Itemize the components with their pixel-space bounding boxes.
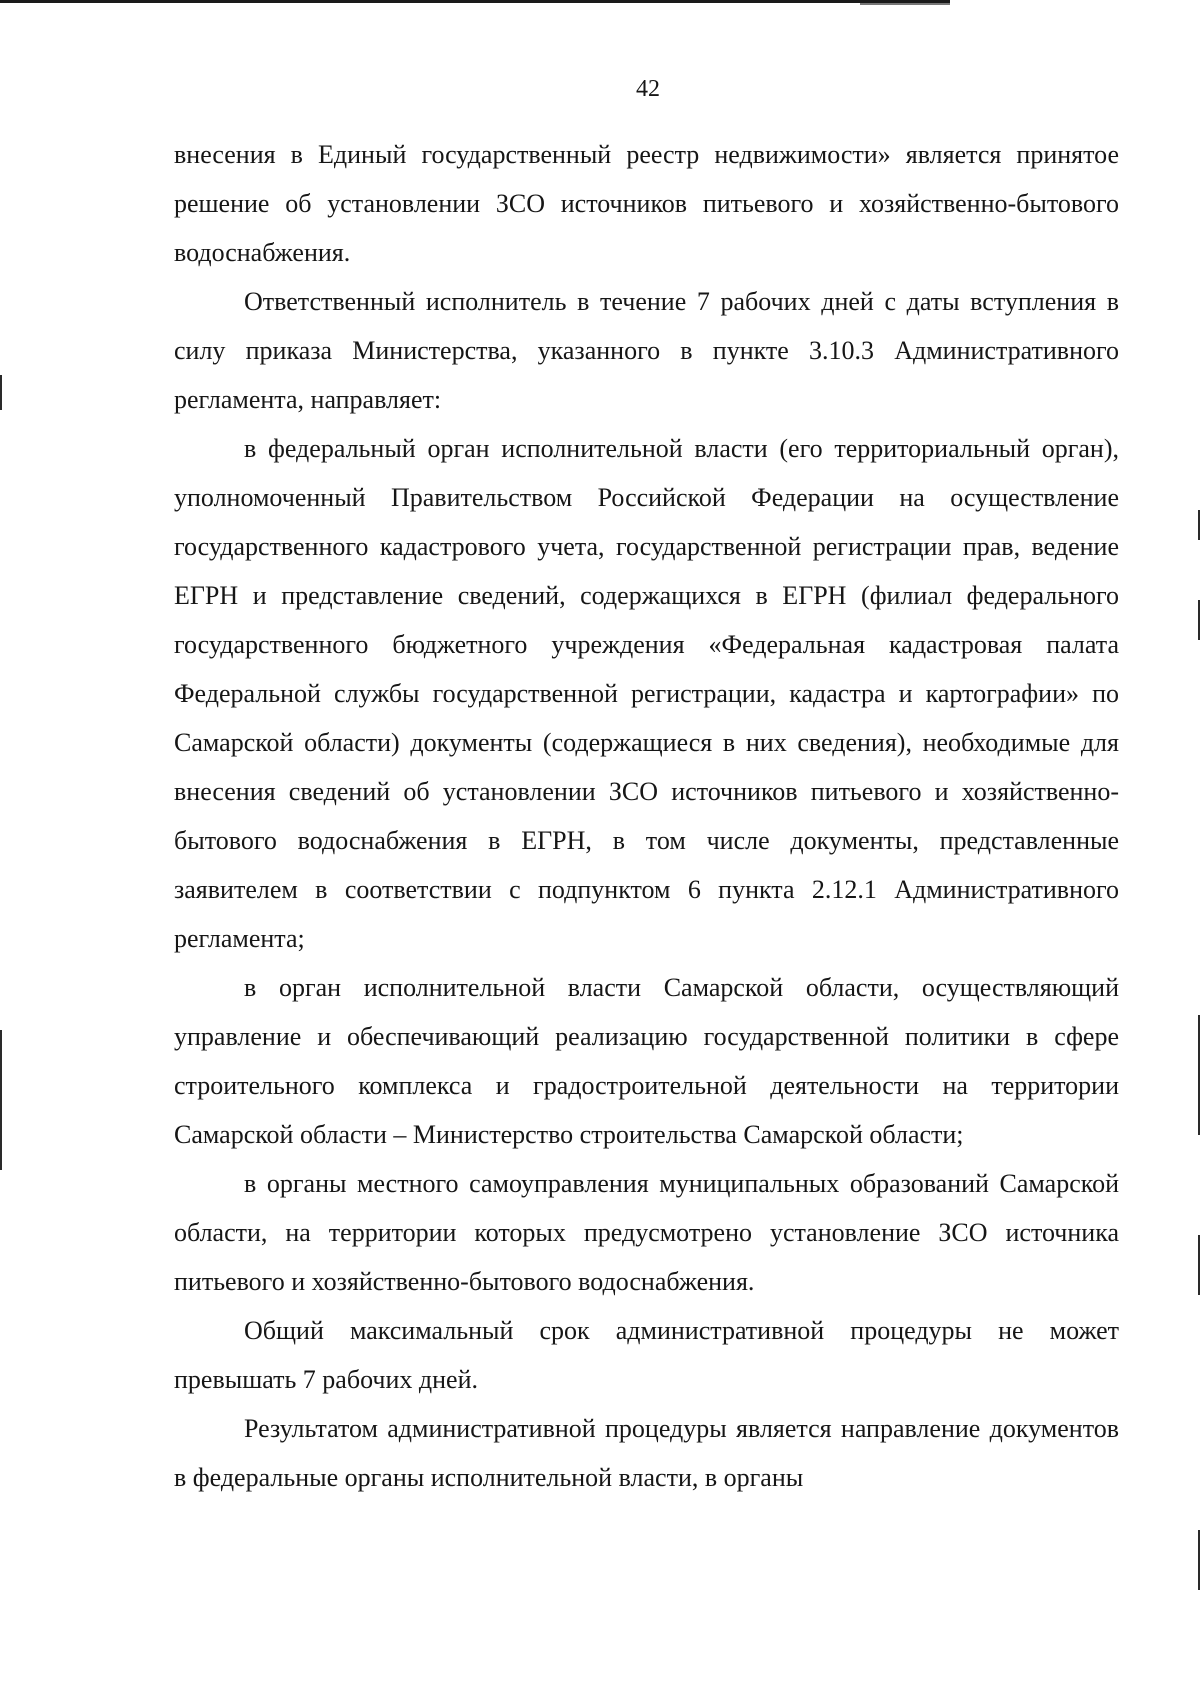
scan-top-rule-tail	[860, 0, 950, 5]
scan-left-edge-mark	[0, 1030, 2, 1170]
paragraph: Результатом административной процедуры является направление документов в федеральные органы исполнительной власти, в органы	[174, 1414, 1119, 1492]
paragraph: в орган исполнительной власти Самарской области, осуществляющий управление и обеспечивающий реализацию государственной политики в сфере строительного комплекса и градостроительной деятельности на территории Самарской области – Министерство строительства Самарской области;	[174, 973, 1119, 1149]
paragraph: в органы местного самоуправления муниципальных образований Самарской области, на территории которых предусмотрено установление ЗСО источника питьевого и хозяйственно-бытового водоснабжения.	[174, 1169, 1119, 1296]
paragraph: Общий максимальный срок административной процедуры не может превышать 7 рабочих дней.	[174, 1316, 1119, 1394]
page-number: 42	[636, 76, 660, 102]
scan-top-rule	[0, 0, 950, 3]
document-body	[174, 130, 1119, 1502]
paragraph: внесения в Единый государственный реестр недвижимости» является принятое решение об установлении ЗСО источников питьевого и хозяйственно-бытового водоснабжения.	[174, 140, 1119, 267]
scan-left-edge-mark	[0, 375, 2, 410]
paragraph: Ответственный исполнитель в течение 7 рабочих дней с даты вступления в силу приказа Министерства, указанного в пункте 3.10.3 Административного регламента, направляет:	[174, 287, 1119, 414]
paragraph: в федеральный орган исполнительной власти (его территориальный орган), уполномоченный Правительством Российской Федерации на осуществление государственного кадастрового учета, государственной регистрации прав, ведение ЕГРН и представление сведений, содержащихся в ЕГРН (филиал федерального государственного бюджетного учреждения «Федеральная кадастровая палата Федеральной службы государственной регистрации, кадастра и картографии» по Самарской области) документы (содержащиеся в них сведения), необходимые для внесения сведений об установлении ЗСО источников питьевого и хозяйственно-бытового водоснабжения в ЕГРН, в том числе документы, представленные заявителем в соответствии с подпунктом 6 пункта 2.12.1 Административного регламента;	[174, 434, 1119, 953]
